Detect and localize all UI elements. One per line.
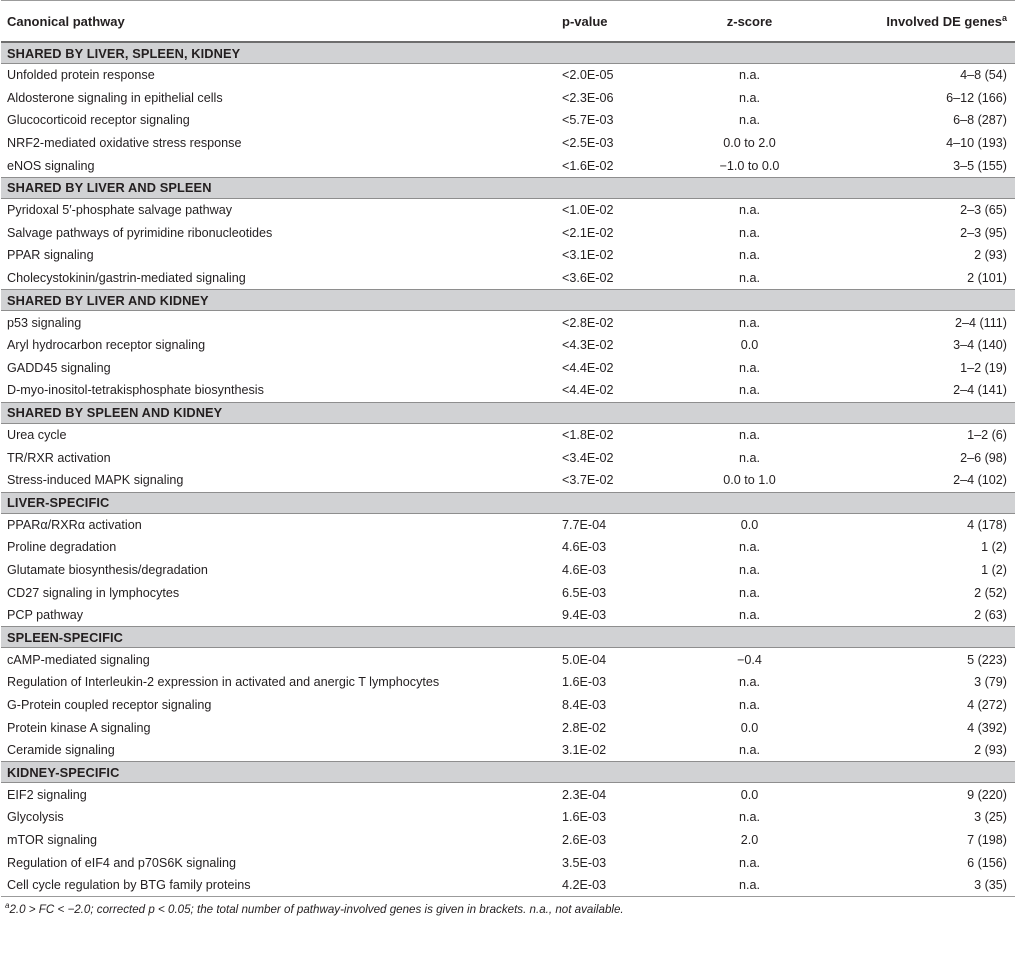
- cell-pathway: Glutamate biosynthesis/degradation: [7, 562, 208, 577]
- cell-genes: 1 (2): [981, 562, 1007, 577]
- table-row: [1, 851, 1015, 874]
- cell-pathway: Glycolysis: [7, 810, 64, 825]
- cell-zscore: n.a.: [738, 225, 760, 240]
- cell-pvalue: <4.4E-02: [562, 360, 614, 375]
- cell-zscore: −1.0 to 0.0: [719, 158, 780, 173]
- cell-zscore: 2.0: [740, 832, 759, 847]
- cell-genes: 9 (220): [967, 787, 1007, 802]
- table-footnote: [5, 903, 1016, 916]
- cell-pathway: EIF2 signaling: [7, 787, 87, 802]
- cell-genes: 1–2 (19): [960, 360, 1007, 375]
- section-header-row: [1, 627, 1015, 648]
- cell-genes: 2–3 (65): [960, 203, 1007, 218]
- cell-pathway: Pyridoxal 5′-phosphate salvage pathway: [7, 203, 232, 218]
- cell-pvalue: <2.8E-02: [562, 315, 614, 330]
- section-header-row: [1, 762, 1015, 783]
- cell-genes: 4–8 (54): [960, 68, 1007, 83]
- cell-genes: 6–8 (287): [953, 113, 1007, 128]
- cell-pathway: Ceramide signaling: [7, 743, 115, 758]
- table-row: [1, 648, 1015, 671]
- cell-pathway: Unfolded protein response: [7, 68, 155, 83]
- cell-genes: 3–4 (140): [953, 338, 1007, 353]
- table-row: [1, 536, 1015, 559]
- table-row: [1, 806, 1015, 829]
- cell-pvalue: 4.6E-03: [562, 562, 607, 577]
- cell-zscore: n.a.: [738, 675, 760, 690]
- cell-zscore: n.a.: [738, 855, 760, 870]
- cell-pathway: GADD45 signaling: [7, 360, 111, 375]
- cell-pathway: CD27 signaling in lymphocytes: [7, 585, 180, 600]
- cell-zscore: n.a.: [738, 585, 760, 600]
- section-title: SHARED BY SPLEEN AND KIDNEY: [1, 402, 1015, 423]
- header-genes-footnote-marker: a: [1001, 12, 1007, 23]
- footnote-marker: a: [5, 901, 10, 911]
- cell-pathway: NRF2-mediated oxidative stress response: [7, 136, 242, 151]
- section-title: SPLEEN-SPECIFIC: [1, 627, 1015, 648]
- cell-genes: 3 (35): [813, 874, 1015, 897]
- cell-genes: 4–10 (193): [946, 136, 1007, 151]
- cell-pathway: mTOR signaling: [7, 832, 98, 847]
- cell-pvalue: 1.6E-03: [562, 675, 607, 690]
- cell-pvalue: 2.3E-04: [562, 787, 607, 802]
- cell-genes: 7 (198): [967, 832, 1007, 847]
- header-pvalue: p-value: [481, 1, 686, 43]
- cell-pathway: D-myo-inositol-tetrakisphosphate biosynthesis: [7, 383, 264, 398]
- cell-pvalue: 4.6E-03: [562, 540, 607, 555]
- table-row: [1, 334, 1015, 357]
- section-header-row: [1, 42, 1015, 64]
- cell-genes: 2 (63): [974, 608, 1007, 623]
- cell-pathway: Aldosterone signaling in epithelial cells: [7, 90, 223, 105]
- cell-pathway: PCP pathway: [7, 608, 84, 623]
- table-header: [1, 1, 1015, 43]
- cell-zscore: n.a.: [738, 428, 760, 443]
- cell-pvalue: 7.7E-04: [562, 517, 607, 532]
- cell-pvalue: <2.3E-06: [562, 90, 614, 105]
- cell-genes: 2 (101): [967, 271, 1007, 286]
- cell-genes: 2–4 (141): [953, 383, 1007, 398]
- table-row: [1, 87, 1015, 110]
- cell-pathway: PPAR signaling: [7, 248, 94, 263]
- cell-zscore: n.a.: [738, 562, 760, 577]
- cell-genes: 2 (93): [974, 248, 1007, 263]
- cell-zscore: n.a.: [686, 874, 813, 897]
- cell-genes: 1 (2): [981, 540, 1007, 555]
- cell-genes: 5 (223): [967, 652, 1007, 667]
- cell-pathway: Salvage pathways of pyrimidine ribonucleotides: [7, 225, 273, 240]
- cell-zscore: n.a.: [738, 248, 760, 263]
- table-row: [1, 132, 1015, 155]
- cell-pathway: Protein kinase A signaling: [7, 720, 151, 735]
- cell-pvalue: <4.3E-02: [562, 338, 614, 353]
- table-row: [1, 829, 1015, 852]
- footnote-text: 2.0 > FC < −2.0; corrected p < 0.05; the total number of pathway-involved genes is given in brackets. n.a., not available.: [9, 903, 624, 917]
- cell-pathway: G-Protein coupled receptor signaling: [7, 697, 212, 712]
- cell-genes: 4 (392): [967, 720, 1007, 735]
- cell-genes: 2–3 (95): [960, 225, 1007, 240]
- header-genes: [813, 1, 1015, 43]
- table-row: [1, 446, 1015, 469]
- cell-pvalue: 3.5E-03: [562, 855, 607, 870]
- cell-genes: 3 (25): [974, 810, 1007, 825]
- cell-zscore: 0.0: [740, 720, 759, 735]
- cell-pvalue: <3.1E-02: [562, 248, 614, 263]
- cell-genes: 4 (272): [967, 697, 1007, 712]
- cell-zscore: n.a.: [738, 697, 760, 712]
- cell-zscore: 0.0: [740, 517, 759, 532]
- table-row: [1, 581, 1015, 604]
- cell-pvalue: 1.6E-03: [562, 810, 607, 825]
- table-row: [1, 198, 1015, 221]
- section-title: SHARED BY LIVER, SPLEEN, KIDNEY: [1, 42, 1015, 64]
- cell-genes: 6 (156): [967, 855, 1007, 870]
- section-title: SHARED BY LIVER AND SPLEEN: [1, 177, 1015, 198]
- cell-genes: 2–4 (102): [953, 473, 1007, 488]
- cell-zscore: n.a.: [738, 540, 760, 555]
- section-title: LIVER-SPECIFIC: [1, 492, 1015, 513]
- table-row: [1, 109, 1015, 132]
- cell-pathway: Cholecystokinin/gastrin-mediated signaling: [7, 271, 246, 286]
- cell-genes: 2 (93): [974, 743, 1007, 758]
- section-title: KIDNEY-SPECIFIC: [1, 762, 1015, 783]
- cell-zscore: n.a.: [738, 113, 760, 128]
- cell-pathway: Proline degradation: [7, 540, 117, 555]
- cell-zscore: n.a.: [738, 383, 760, 398]
- cell-pvalue: 2.8E-02: [562, 720, 607, 735]
- section-header-row: [1, 177, 1015, 198]
- table-row: [1, 244, 1015, 267]
- table-row: [1, 357, 1015, 380]
- table-row: [1, 559, 1015, 582]
- cell-pvalue: <3.6E-02: [562, 271, 614, 286]
- cell-genes: 2–4 (111): [954, 315, 1007, 330]
- cell-pathway: PPARα/RXRα activation: [7, 517, 142, 532]
- cell-pathway: Regulation of Interleukin-2 expression in activated and anergic T lymphocytes: [7, 675, 440, 690]
- table-row: [1, 311, 1015, 334]
- cell-pvalue: <1.8E-02: [562, 428, 614, 443]
- cell-pvalue: <5.7E-03: [562, 113, 614, 128]
- table-row: [1, 379, 1015, 402]
- table-row: [1, 604, 1015, 627]
- header-pathway: Canonical pathway: [1, 1, 481, 43]
- cell-zscore: n.a.: [738, 271, 760, 286]
- table-row: [1, 222, 1015, 245]
- cell-genes: 3–5 (155): [953, 158, 1007, 173]
- table-row: [1, 469, 1015, 492]
- cell-pvalue: <2.5E-03: [562, 136, 614, 151]
- cell-zscore: n.a.: [738, 450, 760, 465]
- cell-pathway: eNOS signaling: [7, 158, 95, 173]
- cell-pvalue: 4.2E-03: [481, 874, 686, 897]
- cell-pvalue: 2.6E-03: [562, 832, 607, 847]
- table-row: [1, 783, 1015, 806]
- cell-zscore: 0.0: [740, 787, 759, 802]
- cell-pvalue: 3.1E-02: [562, 743, 607, 758]
- cell-genes: 3 (79): [974, 675, 1007, 690]
- header-genes-label: Involved DE genes: [886, 13, 1002, 29]
- cell-genes: 6–12 (166): [946, 90, 1007, 105]
- cell-pathway: TR/RXR activation: [7, 450, 111, 465]
- table-row: [1, 513, 1015, 536]
- cell-zscore: n.a.: [738, 743, 760, 758]
- cell-pvalue: <3.4E-02: [562, 450, 614, 465]
- section-header-row: [1, 290, 1015, 311]
- cell-pathway: Stress-induced MAPK signaling: [7, 473, 184, 488]
- cell-pvalue: 5.0E-04: [562, 652, 607, 667]
- table-row: [1, 64, 1015, 87]
- cell-zscore: n.a.: [738, 608, 760, 623]
- pathway-table: [1, 0, 1015, 897]
- cell-pathway: Regulation of eIF4 and p70S6K signaling: [7, 855, 236, 870]
- cell-zscore: 0.0 to 2.0: [723, 136, 776, 151]
- section-header-row: [1, 492, 1015, 513]
- cell-pvalue: <1.6E-02: [562, 158, 614, 173]
- header-zscore: z-score: [686, 1, 813, 43]
- cell-pvalue: <2.1E-02: [562, 225, 614, 240]
- table-row: [1, 739, 1015, 762]
- cell-pvalue: 9.4E-03: [562, 608, 607, 623]
- cell-zscore: n.a.: [738, 203, 760, 218]
- cell-pvalue: 8.4E-03: [562, 697, 607, 712]
- cell-zscore: n.a.: [738, 810, 760, 825]
- cell-genes: 2–6 (98): [960, 450, 1007, 465]
- cell-pvalue: 6.5E-03: [562, 585, 607, 600]
- cell-pvalue: <2.0E-05: [562, 68, 614, 83]
- cell-pathway: Cell cycle regulation by BTG family proteins: [1, 874, 481, 897]
- cell-pvalue: <3.7E-02: [562, 473, 614, 488]
- table-body: [1, 42, 1015, 897]
- cell-zscore: 0.0 to 1.0: [723, 473, 776, 488]
- table-row: [1, 694, 1015, 717]
- cell-pathway: Glucocorticoid receptor signaling: [7, 113, 190, 128]
- cell-genes: 2 (52): [974, 585, 1007, 600]
- cell-pvalue: <4.4E-02: [562, 383, 614, 398]
- table-row: [1, 154, 1015, 177]
- cell-zscore: n.a.: [738, 315, 760, 330]
- table-row: [1, 423, 1015, 446]
- section-title: SHARED BY LIVER AND KIDNEY: [1, 290, 1015, 311]
- cell-zscore: −0.4: [737, 652, 762, 667]
- cell-zscore: 0.0: [740, 338, 759, 353]
- cell-pathway: cAMP-mediated signaling: [7, 652, 150, 667]
- cell-zscore: n.a.: [738, 90, 760, 105]
- cell-zscore: n.a.: [738, 68, 760, 83]
- section-header-row: [1, 402, 1015, 423]
- cell-pvalue: <1.0E-02: [562, 203, 614, 218]
- cell-zscore: n.a.: [738, 360, 760, 375]
- cell-genes: 4 (178): [967, 517, 1007, 532]
- cell-pathway: Aryl hydrocarbon receptor signaling: [7, 338, 206, 353]
- cell-pathway: p53 signaling: [7, 315, 82, 330]
- cell-genes: 1–2 (6): [967, 428, 1007, 443]
- table-row: [1, 267, 1015, 290]
- table-row: [1, 671, 1015, 694]
- table-row: [1, 874, 1015, 897]
- table-row: [1, 716, 1015, 739]
- cell-pathway: Urea cycle: [7, 428, 67, 443]
